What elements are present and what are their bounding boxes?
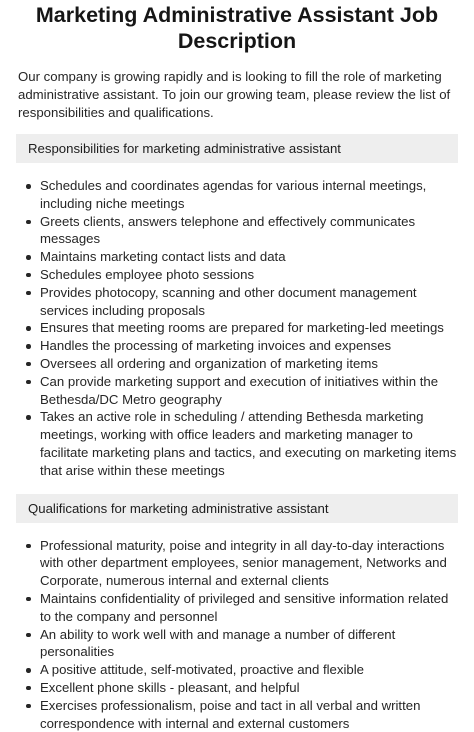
list-item: Greets clients, answers telephone and effectively communicates messages <box>40 213 458 249</box>
intro-paragraph: Our company is growing rapidly and is looking to fill the role of marketing administrative assistant. To join our growing team, please review the list of responsibilities and qualifications. <box>18 69 451 120</box>
list-item: Excellent phone skills - pleasant, and helpful <box>40 679 458 697</box>
list-item: Takes an active role in scheduling / attending Bethesda marketing meetings, working with office leaders and marketing manager to facilitate marketing plans and tactics, and executing on marketing items that arise within these meetings <box>40 409 457 478</box>
list-item: Maintains confidentiality of privileged and sensitive information related to the company and personnel <box>40 590 458 626</box>
qualifications-heading: Qualifications for marketing administrative assistant <box>16 494 458 523</box>
list-item: Exercises professionalism, poise and tact in all verbal and written correspondence with internal and external customers <box>40 697 458 732</box>
list-item: Can provide marketing support and execution of initiatives within the Bethesda/DC Metro geography <box>40 373 458 409</box>
list-item: Handles the processing of marketing invoices and expenses <box>40 337 458 355</box>
list-item: An ability to work well with and manage a number of different personalities <box>40 626 458 662</box>
list-item: Maintains marketing contact lists and data <box>40 248 458 266</box>
list-item: Ensures that meeting rooms are prepared for marketing-led meetings <box>40 319 458 337</box>
responsibilities-list <box>16 177 458 480</box>
list-item: Provides photocopy, scanning and other document management services including proposals <box>40 284 458 320</box>
list-item: A positive attitude, self-motivated, proactive and flexible <box>40 661 458 679</box>
list-item: Professional maturity, poise and integrity in all day-to-day interactions with other department employees, senior management, Networks and Corporate, numerous internal and external clients <box>40 537 458 590</box>
responsibilities-heading: Responsibilities for marketing administrative assistant <box>16 134 458 163</box>
list-item: Schedules and coordinates agendas for various internal meetings, including niche meetings <box>40 177 458 213</box>
list-item: Schedules employee photo sessions <box>40 266 458 284</box>
page-title: Marketing Administrative Assistant Job Description <box>35 3 439 53</box>
list-item: Oversees all ordering and organization of marketing items <box>40 355 458 373</box>
qualifications-list <box>16 537 458 732</box>
